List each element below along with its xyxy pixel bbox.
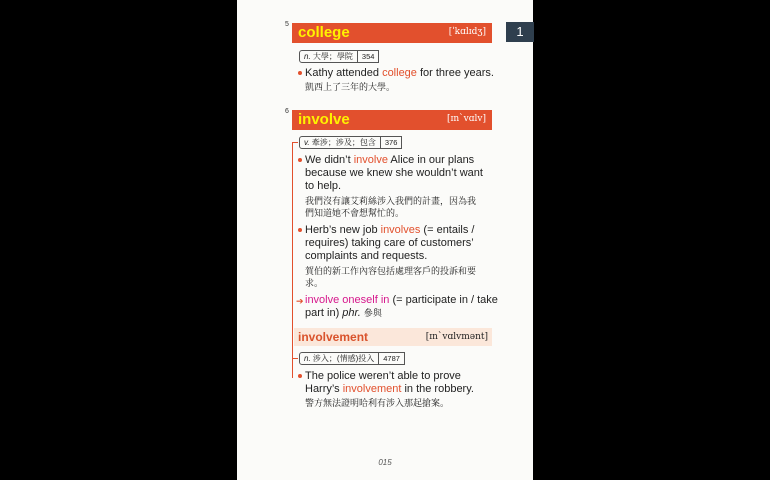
pos-label: n.	[304, 52, 311, 61]
derivative-pronunciation: [ɪnˋvɑlvmənt]	[425, 332, 488, 342]
headword: college	[298, 24, 350, 41]
example-sentence: The police weren’t able to prove	[305, 370, 461, 382]
page-number: 015	[378, 458, 392, 467]
example-sentence: We didn’t involve Alice in our plans	[305, 154, 475, 166]
example-sentence-line: to help.	[305, 180, 342, 192]
example-translation: 凱西上了三年的大學。	[305, 82, 396, 92]
highlighted-word: involves	[380, 224, 421, 236]
example-sentence-line: requires) taking care of customers’	[305, 237, 474, 249]
derivative-word: involvement	[298, 330, 369, 344]
example-translation: 警方無法證明哈利有涉入那起搶案。	[305, 398, 450, 408]
example-translation-line: 求。	[305, 278, 324, 288]
derivative-bar	[294, 328, 492, 346]
definition: 牽涉；涉及；包含	[311, 138, 376, 147]
example-sentence: Kathy attended college for three years.	[305, 67, 494, 79]
example-translation: 賀伯的新工作內容包括處理客戶的投訴和要	[305, 266, 477, 276]
chapter-tab[interactable]: 1	[506, 22, 534, 42]
bracket-tick	[292, 358, 298, 359]
phrase-line: part in) phr. 參與	[305, 307, 382, 319]
example-sentence-line: because we knew she wouldn’t want	[305, 167, 483, 179]
frequency-rank: 376	[381, 136, 403, 149]
frequency-rank: 354	[358, 50, 380, 63]
part-of-speech-box	[299, 136, 402, 149]
headword-bar-involve	[292, 110, 492, 130]
phrase-translation: 參與	[363, 308, 382, 318]
part-of-speech-box	[299, 50, 379, 63]
phrase-tag: phr.	[342, 307, 361, 319]
dictionary-page	[237, 0, 533, 480]
bracket-tick	[292, 142, 298, 143]
bullet-icon	[298, 158, 302, 162]
entry-number: 6	[285, 108, 289, 115]
pos-label: n.	[304, 354, 311, 363]
highlighted-word: involvement	[342, 383, 402, 395]
pronunciation: [ɪnˋvɑlv]	[446, 114, 486, 124]
phrase-line: involve oneself in (= participate in / take	[305, 294, 498, 306]
pronunciation: [ˈkɑlɪdʒ]	[448, 27, 486, 37]
pos-label: v.	[304, 138, 310, 147]
part-of-speech-box	[299, 352, 405, 365]
bullet-icon	[298, 374, 302, 378]
entry-number: 5	[285, 21, 289, 28]
highlighted-word: college	[382, 67, 417, 79]
definition: 大學；學院	[312, 52, 353, 61]
headword: involve	[298, 111, 350, 128]
phrase: involve oneself in	[305, 294, 390, 306]
example-translation: 我們沒有讓艾莉絲涉入我們的計畫，因為我	[305, 196, 477, 206]
highlighted-word: involve	[353, 154, 388, 166]
example-translation-line: 們知道她不會想幫忙的。	[305, 208, 405, 218]
example-sentence: Herb’s new job involves (= entails /	[305, 224, 475, 236]
bullet-icon	[298, 228, 302, 232]
phrase-arrow-icon: ➔	[296, 296, 304, 306]
definition: 涉入；(情感)投入	[312, 354, 375, 363]
example-sentence-line: Harry’s involvement in the robbery.	[305, 383, 474, 395]
bullet-icon	[298, 71, 302, 75]
entry-bracket-line	[292, 142, 293, 378]
headword-bar-college	[292, 23, 492, 43]
example-sentence-line: complaints and requests.	[305, 250, 428, 262]
frequency-rank: 4787	[379, 352, 405, 365]
